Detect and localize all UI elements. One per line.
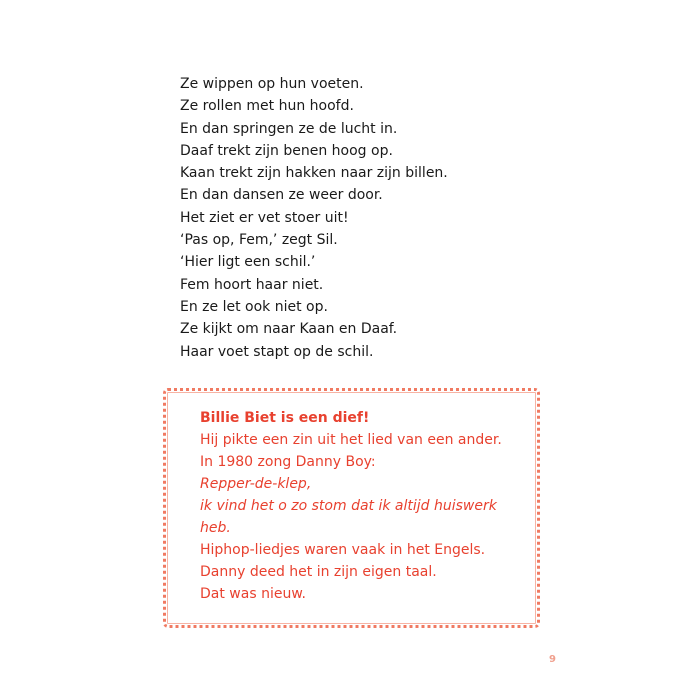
story-line: ‘Pas op, Fem,’ zegt Sil. bbox=[180, 232, 338, 249]
info-box-quote-line: Repper-de-klep, bbox=[200, 476, 312, 492]
info-box-content bbox=[200, 407, 520, 605]
story-line: Ze rollen met hun hoofd. bbox=[180, 98, 354, 115]
story-line: Ze wippen op hun voeten. bbox=[180, 76, 364, 92]
info-box-quote-line: ik vind het o zo stom dat ik altijd huiswerk bbox=[200, 498, 497, 514]
info-box-line: Hiphop-liedjes waren vaak in het Engels. bbox=[200, 542, 486, 558]
story-line: ‘Hier ligt een schil.’ bbox=[180, 254, 316, 271]
info-box-line: In 1980 zong Danny Boy: bbox=[200, 454, 376, 470]
info-box-title: Billie Biet is een dief! bbox=[200, 410, 370, 426]
story-text bbox=[180, 73, 580, 363]
info-box-quote-line: heb. bbox=[200, 520, 231, 536]
story-line: Daaf trekt zijn benen hoog op. bbox=[180, 142, 393, 159]
story-line: En dan springen ze de lucht in. bbox=[180, 120, 398, 137]
info-box-line: Dat was nieuw. bbox=[200, 586, 306, 602]
story-line: Kaan trekt zijn hakken naar zijn billen. bbox=[180, 165, 448, 182]
info-box-line: Hij pikte een zin uit het lied van een ander. bbox=[200, 432, 502, 448]
story-line: En ze let ook niet op. bbox=[180, 298, 328, 315]
story-line: Het ziet er vet stoer uit! bbox=[180, 209, 349, 226]
info-box bbox=[163, 388, 540, 628]
info-box-line: Danny deed het in zijn eigen taal. bbox=[200, 564, 437, 580]
story-line: Haar voet stapt op de schil. bbox=[180, 343, 374, 360]
page-number: 9 bbox=[549, 654, 556, 665]
story-line: Ze kijkt om naar Kaan en Daaf. bbox=[180, 321, 398, 338]
story-line: En dan dansen ze weer door. bbox=[180, 187, 383, 204]
story-line: Fem hoort haar niet. bbox=[180, 276, 324, 293]
